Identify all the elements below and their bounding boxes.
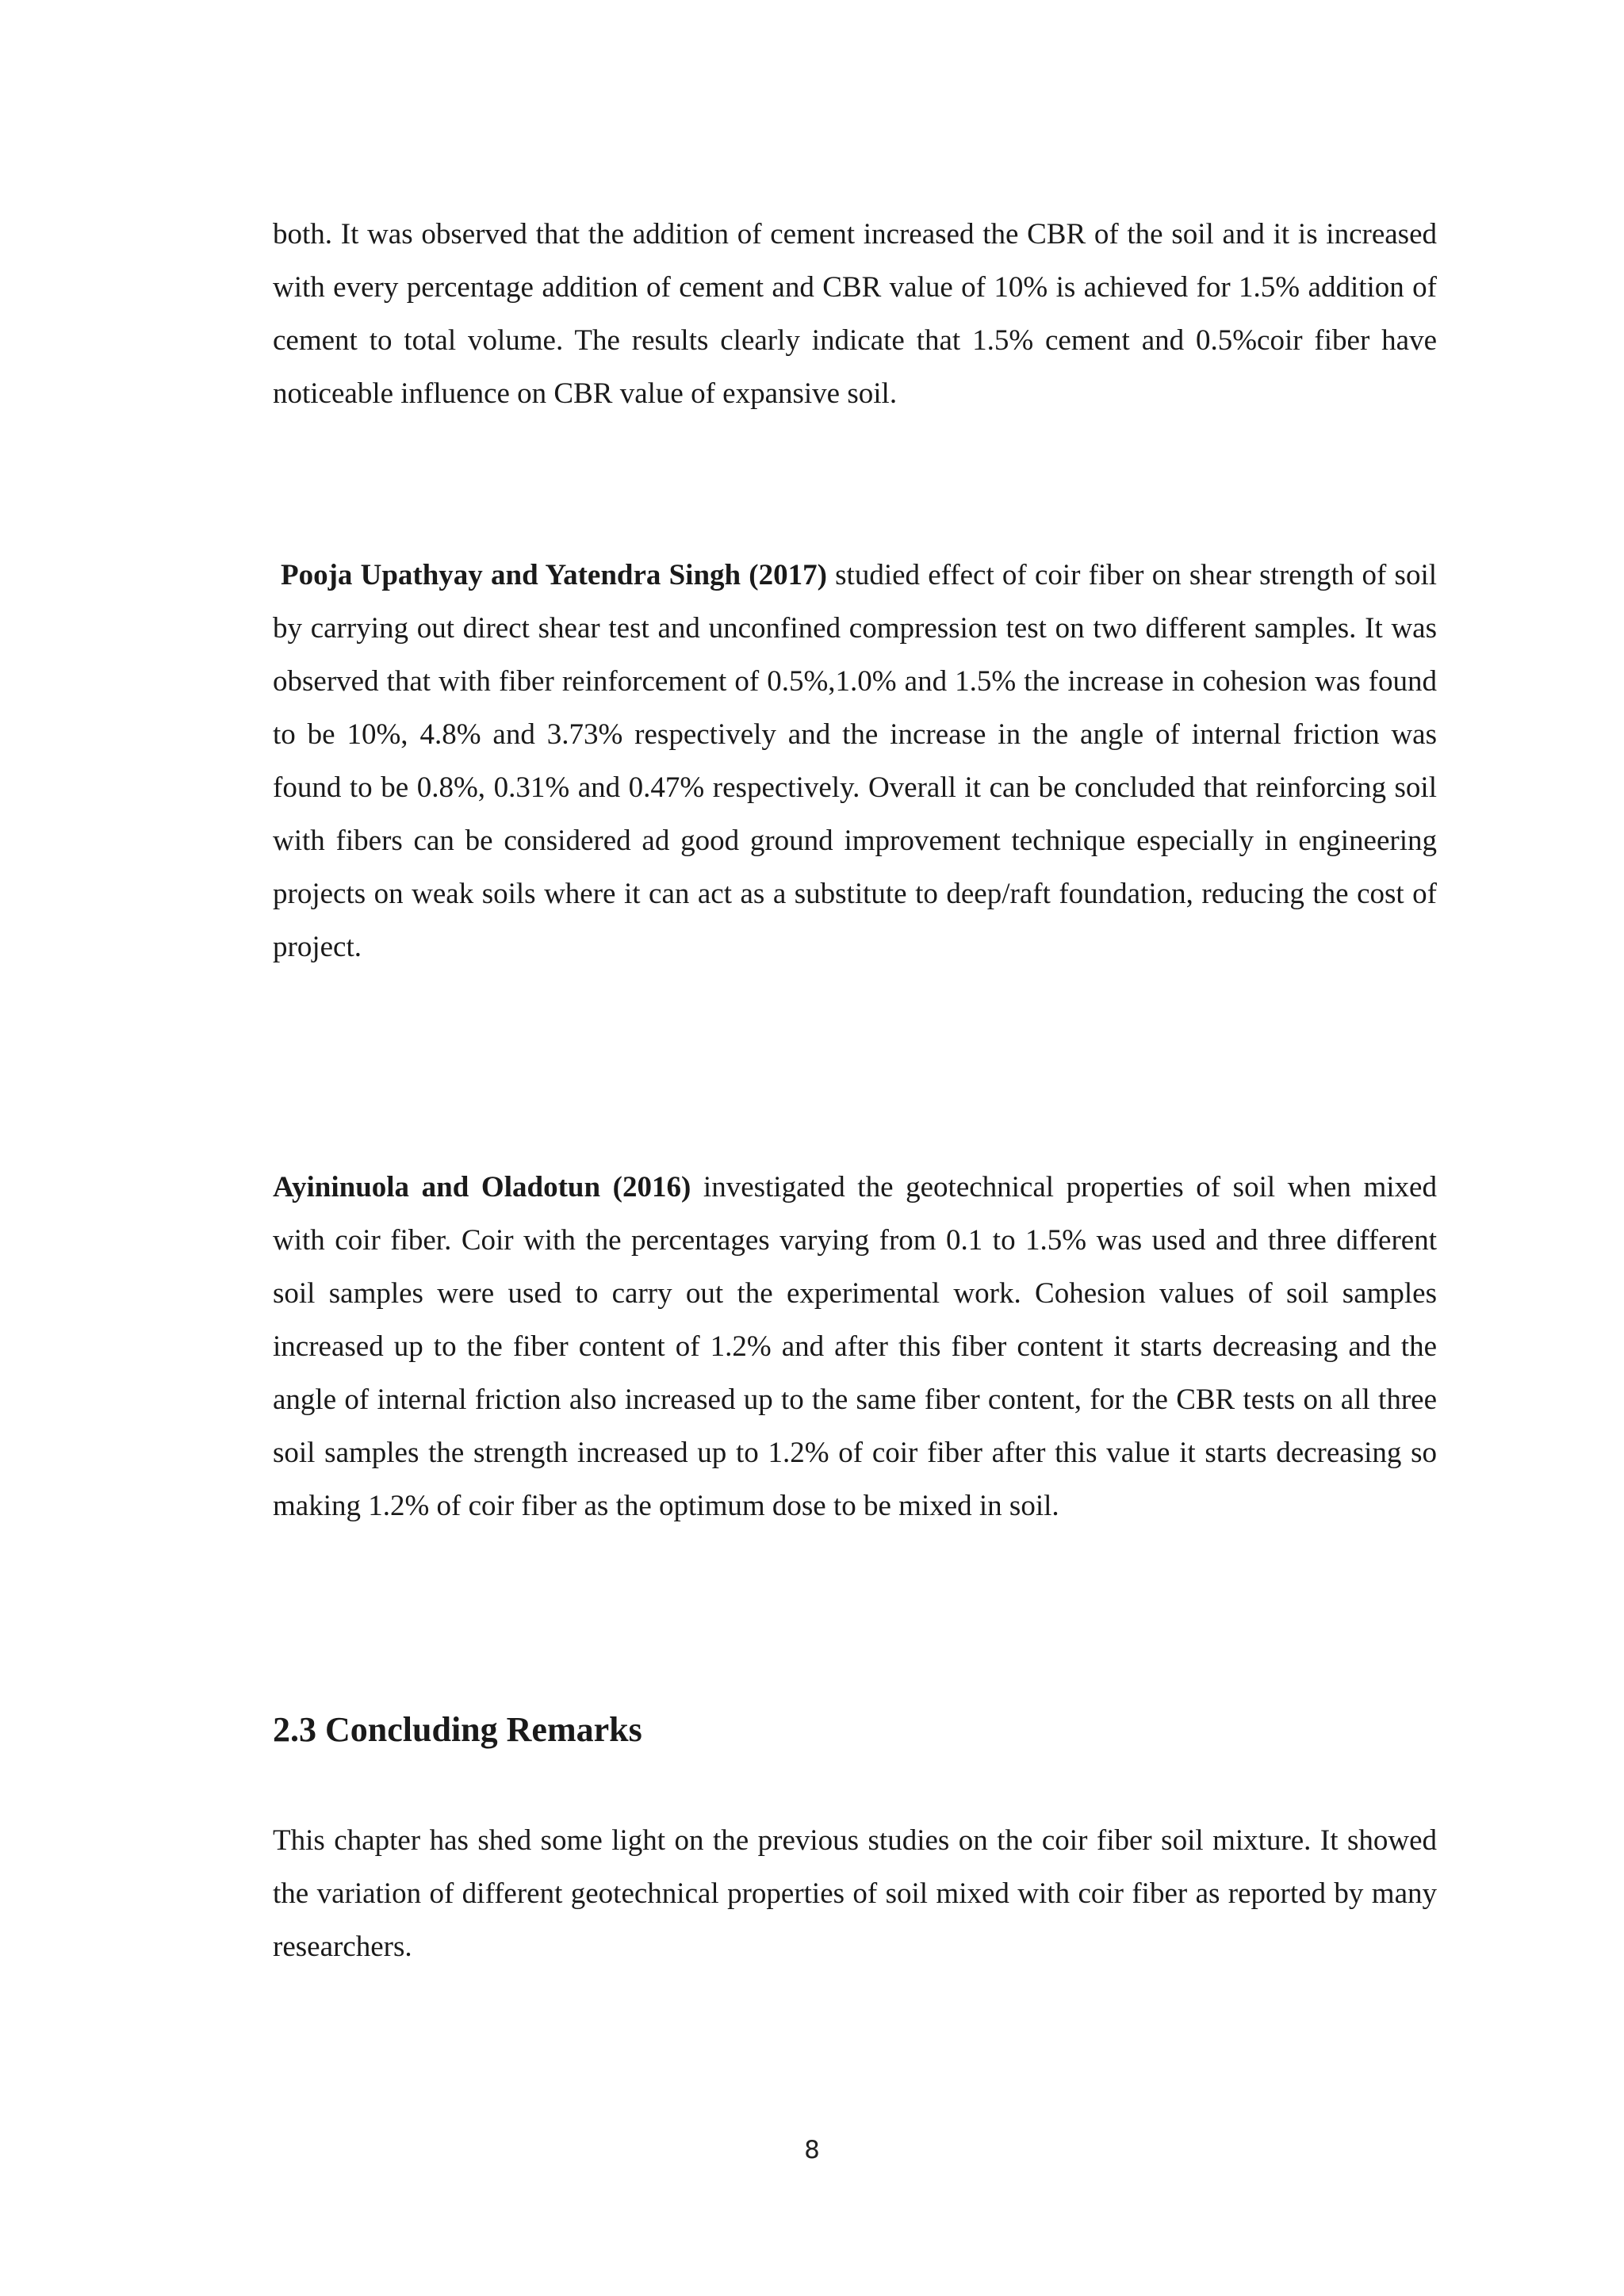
paragraph-ayininuola-oladotun-2016 [273,1161,1437,1533]
paragraph-text: both. It was observed that the addition of cement increased the CBR of the soil and it is increased with every percentage addition of cement and CBR value of 10% is achieved for 1.5% addition of cement to total volume. The results clearly indicate that 1.5% cement and 0.5%coir fiber have noticeable influence on CBR value of expansive soil. [273,218,1437,410]
paragraph-text: studied effect of coir fiber on shear strength of soil by carrying out direct shear test and unconfined compression test on two different samples. It was observed that with fiber reinforcement of 0.5%,1.0% and 1.5% the increase in cohesion was found to be 10%, 4.8% and 3.73% respectively and the increase in the angle of internal friction was found to be 0.8%, 0.31% and 0.47% respectively. Overall it can be concluded that reinforcing soil with fibers can be considered ad good ground improvement technique especially in engineering projects on weak soils where it can act as a substitute to deep/raft foundation, reducing the cost of project. [273,559,1437,963]
paragraph-text: investigated the geotechnical properties of soil when mixed with coir fiber. Coir with the percentages varying from 0.1 to 1.5% was used and three different soil samples were used to carry out the experimental work. Cohesion values of soil samples increased up to the fiber content of 1.2% and after this fiber content it starts decreasing and the angle of internal friction also increased up to the same fiber content, for the CBR tests on all three soil samples the strength increased up to 1.2% of coir fiber after this value it starts decreasing so making 1.2% of coir fiber as the optimum dose to be mixed in soil. [273,1171,1437,1522]
citation-ayininuola-oladotun: Ayininuola and Oladotun (2016) [273,1171,691,1203]
paragraph-cbr-cement-results [273,208,1437,420]
page-number: 8 [804,2136,820,2164]
citation-upathyay-singh: Pooja Upathyay and Yatendra Singh (2017) [281,559,827,591]
section-heading: 2.3 Concluding Remarks [273,1710,642,1749]
paragraph-upathyay-singh-2017 [273,549,1437,974]
paragraph-concluding-remarks [273,1814,1437,1973]
paragraph-text: This chapter has shed some light on the previous studies on the coir fiber soil mixture. It showed the variation of different geotechnical properties of soil mixed with coir fiber as reported by many researchers. [273,1824,1437,1963]
